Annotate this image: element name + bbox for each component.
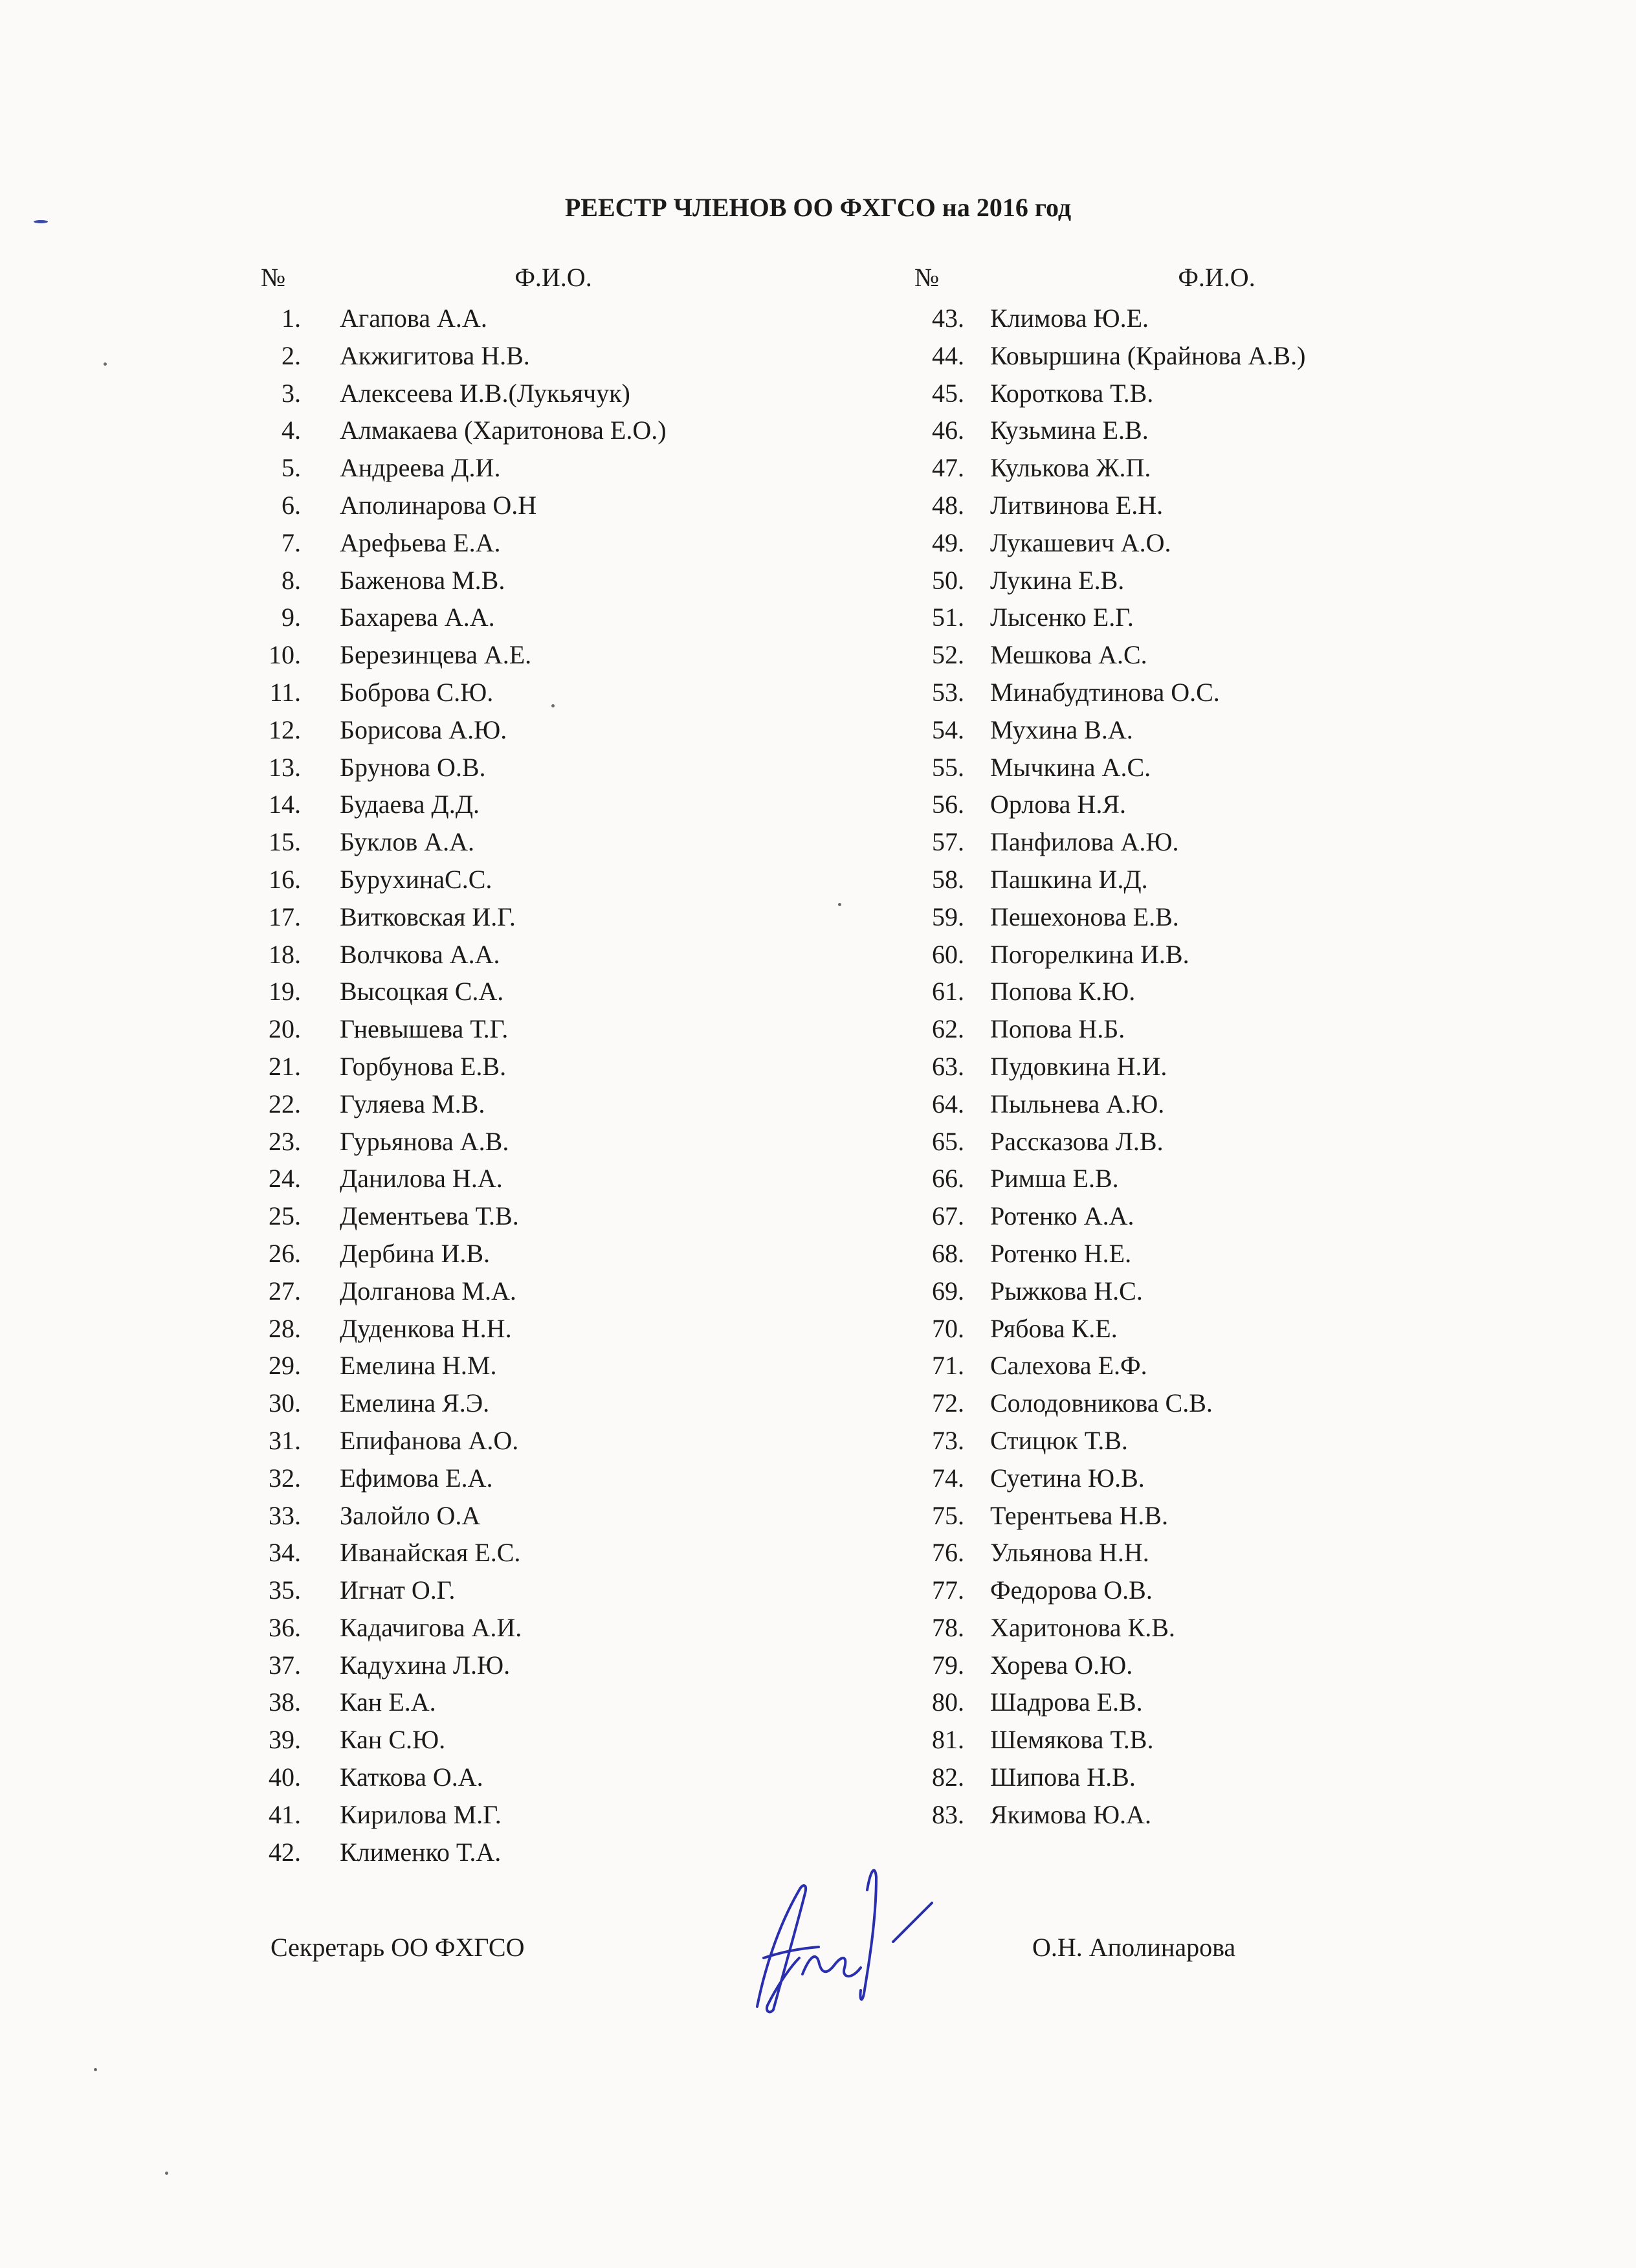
member-name: Стицюк Т.В. <box>990 1425 1128 1455</box>
member-name: Витковская И.Г. <box>340 902 516 931</box>
member-number: 74. <box>932 1463 964 1493</box>
member-name: Рыжкова Н.С. <box>990 1276 1143 1306</box>
column-header <box>256 262 773 300</box>
member-number: 5. <box>282 453 301 483</box>
member-number: 62. <box>932 1014 964 1044</box>
member-name: Лукина Е.В. <box>990 565 1125 595</box>
member-name: Борисова А.Ю. <box>340 715 507 744</box>
member-name: Терентьева Н.В. <box>990 1500 1168 1530</box>
member-number: 76. <box>932 1538 964 1568</box>
member-name: Якимова Ю.А. <box>990 1799 1151 1829</box>
list-item <box>256 1796 773 1834</box>
member-name: Каткова О.А. <box>340 1762 483 1792</box>
member-name: Шипова Н.В. <box>990 1762 1136 1792</box>
member-name: Березинцева А.Е. <box>340 640 532 670</box>
member-number: 52. <box>932 640 964 670</box>
column-header-name: Ф.И.О. <box>1178 263 1255 292</box>
member-name: Кузьмина Е.В. <box>990 416 1149 445</box>
list-item <box>256 1123 773 1161</box>
member-name: Будаева Д.Д. <box>340 790 480 819</box>
list-item <box>903 1010 1420 1048</box>
member-number: 16. <box>269 864 301 894</box>
member-name: Кирилова М.Г. <box>340 1799 502 1829</box>
member-name: Дербина И.В. <box>340 1238 491 1268</box>
secretary-name: О.Н. Аполинарова <box>1032 1933 1236 1962</box>
member-name: Гневышева Т.Г. <box>340 1014 509 1044</box>
member-name: Рябова К.Е. <box>990 1313 1118 1343</box>
list-item <box>903 749 1420 786</box>
member-name: Данилова Н.А. <box>340 1164 503 1194</box>
member-number: 77. <box>932 1575 964 1605</box>
list-item <box>903 1197 1420 1235</box>
member-name: Короткова Т.В. <box>990 378 1154 408</box>
list-item <box>903 337 1420 375</box>
member-number: 71. <box>932 1351 964 1381</box>
list-item <box>256 749 773 786</box>
member-number: 20. <box>269 1014 301 1044</box>
member-name: Долганова М.А. <box>340 1276 516 1306</box>
member-name: Попова Н.Б. <box>990 1014 1125 1044</box>
member-number: 13. <box>269 752 301 782</box>
member-name: Харитонова К.В. <box>990 1612 1175 1642</box>
member-number: 1. <box>282 304 301 333</box>
member-number: 81. <box>932 1725 964 1755</box>
list-item <box>256 1384 773 1422</box>
member-name: Хорева О.Ю. <box>990 1650 1133 1680</box>
member-number: 61. <box>932 977 964 1006</box>
member-name: Шемякова Т.В. <box>990 1725 1154 1755</box>
member-number: 17. <box>269 902 301 931</box>
list-item <box>903 1347 1420 1384</box>
column-header-number: № <box>261 263 286 292</box>
list-item <box>903 1273 1420 1310</box>
member-number: 2. <box>282 340 301 370</box>
list-item <box>903 412 1420 449</box>
list-item <box>256 375 773 412</box>
list-item <box>256 1759 773 1796</box>
member-number: 30. <box>269 1388 301 1418</box>
list-item <box>256 1235 773 1273</box>
list-item <box>256 1310 773 1348</box>
list-item <box>903 936 1420 973</box>
member-number: 80. <box>932 1687 964 1717</box>
member-number: 25. <box>269 1201 301 1231</box>
registry-column-right <box>903 262 1420 1834</box>
member-name: Панфилова А.Ю. <box>990 827 1179 857</box>
signature-image <box>738 1845 951 2026</box>
member-number: 7. <box>282 528 301 557</box>
list-item <box>256 674 773 711</box>
member-name: Иванайская Е.С. <box>340 1538 521 1568</box>
scan-mark <box>94 2068 97 2071</box>
list-item <box>903 1759 1420 1796</box>
list-item <box>256 487 773 524</box>
list-item <box>256 1460 773 1497</box>
list-item <box>903 375 1420 412</box>
member-name: Емелина Я.Э. <box>340 1388 490 1418</box>
list-item <box>903 1497 1420 1535</box>
list-item <box>903 1085 1420 1123</box>
list-item <box>256 1197 773 1235</box>
member-number: 48. <box>932 490 964 520</box>
member-name: Суетина Ю.В. <box>990 1463 1145 1493</box>
registry-list-left <box>256 300 773 1871</box>
member-name: Пашкина И.Д. <box>990 864 1148 894</box>
list-item <box>903 1048 1420 1085</box>
member-number: 78. <box>932 1612 964 1642</box>
member-name: Горбунова Е.В. <box>340 1051 507 1081</box>
member-number: 43. <box>932 304 964 333</box>
list-item <box>256 1273 773 1310</box>
list-item <box>903 674 1420 711</box>
member-name: Ульянова Н.Н. <box>990 1538 1149 1568</box>
scan-mark <box>165 2172 168 2175</box>
list-item <box>256 1609 773 1647</box>
member-name: Шадрова Е.В. <box>990 1687 1143 1717</box>
member-number: 21. <box>269 1051 301 1081</box>
member-name: Агапова А.А. <box>340 304 487 333</box>
member-number: 58. <box>932 864 964 894</box>
member-name: Пыльнева А.Ю. <box>990 1089 1165 1118</box>
registry-list-right <box>903 300 1420 1834</box>
member-number: 47. <box>932 453 964 483</box>
list-item <box>256 1422 773 1460</box>
member-number: 24. <box>269 1164 301 1194</box>
list-item <box>903 1460 1420 1497</box>
list-item <box>903 300 1420 337</box>
member-name: Мешкова А.С. <box>990 640 1147 670</box>
list-item <box>903 1796 1420 1834</box>
column-header-number: № <box>914 263 940 292</box>
member-number: 3. <box>282 378 301 408</box>
list-item <box>256 861 773 898</box>
member-name: Алексеева И.В.(Лукьячук) <box>340 378 630 408</box>
list-item <box>256 1497 773 1535</box>
member-number: 39. <box>269 1725 301 1755</box>
member-name: Салехова Е.Ф. <box>990 1351 1147 1381</box>
member-number: 54. <box>932 715 964 744</box>
member-number: 46. <box>932 416 964 445</box>
member-number: 42. <box>269 1837 301 1867</box>
member-number: 79. <box>932 1650 964 1680</box>
member-name: Лукашевич А.О. <box>990 528 1171 557</box>
list-item <box>256 1347 773 1384</box>
member-number: 82. <box>932 1762 964 1792</box>
member-name: Солодовникова С.В. <box>990 1388 1213 1418</box>
member-number: 32. <box>269 1463 301 1493</box>
list-item <box>256 412 773 449</box>
scan-mark <box>551 704 555 707</box>
list-item <box>256 1010 773 1048</box>
member-name: Климова Ю.Е. <box>990 304 1149 333</box>
member-name: Ротенко А.А. <box>990 1201 1134 1231</box>
member-number: 72. <box>932 1388 964 1418</box>
scan-mark <box>104 362 107 366</box>
member-name: Кадачигова А.И. <box>340 1612 522 1642</box>
member-number: 55. <box>932 752 964 782</box>
list-item <box>903 1384 1420 1422</box>
member-name: Кулькова Ж.П. <box>990 453 1151 483</box>
member-name: Бахарева А.А. <box>340 603 495 632</box>
member-number: 26. <box>269 1238 301 1268</box>
member-name: Баженова М.В. <box>340 565 505 595</box>
member-number: 51. <box>932 603 964 632</box>
list-item <box>256 337 773 375</box>
list-item <box>256 823 773 861</box>
member-number: 15. <box>269 827 301 857</box>
member-name: Андреева Д.И. <box>340 453 501 483</box>
list-item <box>903 823 1420 861</box>
list-item <box>256 1048 773 1085</box>
list-item <box>256 1721 773 1759</box>
member-name: Боброва С.Ю. <box>340 677 494 707</box>
list-item <box>256 449 773 487</box>
list-item <box>903 1684 1420 1721</box>
member-number: 68. <box>932 1238 964 1268</box>
list-item <box>903 1647 1420 1684</box>
member-name: Брунова О.В. <box>340 752 486 782</box>
member-name: Игнат О.Г. <box>340 1575 456 1605</box>
member-number: 14. <box>269 790 301 819</box>
member-name: Клименко Т.А. <box>340 1837 502 1867</box>
member-name: Пешехонова Е.В. <box>990 902 1179 931</box>
list-item <box>903 861 1420 898</box>
member-name: Акжигитова Н.В. <box>340 340 530 370</box>
member-number: 11. <box>269 677 301 707</box>
member-number: 44. <box>932 340 964 370</box>
member-name: Мухина В.А. <box>990 715 1133 744</box>
member-number: 10. <box>269 640 301 670</box>
member-number: 67. <box>932 1201 964 1231</box>
member-number: 60. <box>932 939 964 969</box>
list-item <box>256 1684 773 1721</box>
member-number: 50. <box>932 565 964 595</box>
registry-column-left <box>256 262 773 1871</box>
member-number: 18. <box>269 939 301 969</box>
member-name: Арефьева Е.А. <box>340 528 501 557</box>
member-number: 9. <box>282 603 301 632</box>
member-number: 28. <box>269 1313 301 1343</box>
list-item <box>903 711 1420 749</box>
list-item <box>256 1834 773 1871</box>
member-number: 35. <box>269 1575 301 1605</box>
member-number: 12. <box>269 715 301 744</box>
list-item <box>256 711 773 749</box>
member-name: Попова К.Ю. <box>990 977 1136 1006</box>
member-name: Алмакаева (Харитонова Е.О.) <box>340 416 667 445</box>
member-number: 65. <box>932 1126 964 1156</box>
list-item <box>256 300 773 337</box>
scan-mark <box>34 220 48 223</box>
member-number: 63. <box>932 1051 964 1081</box>
list-item <box>903 1534 1420 1572</box>
member-name: Буклов А.А. <box>340 827 475 857</box>
list-item <box>903 898 1420 936</box>
list-item <box>256 898 773 936</box>
list-item <box>256 1572 773 1609</box>
list-item <box>903 1160 1420 1197</box>
member-name: Емелина Н.М. <box>340 1351 497 1381</box>
member-name: Пудовкина Н.И. <box>990 1051 1167 1081</box>
member-number: 53. <box>932 677 964 707</box>
member-name: Ротенко Н.Е. <box>990 1238 1132 1268</box>
member-number: 59. <box>932 902 964 931</box>
member-name: Мычкина А.С. <box>990 752 1151 782</box>
member-number: 49. <box>932 528 964 557</box>
member-number: 33. <box>269 1500 301 1530</box>
list-item <box>903 599 1420 636</box>
list-item <box>903 1123 1420 1161</box>
list-item <box>256 636 773 674</box>
member-number: 22. <box>269 1089 301 1118</box>
member-number: 29. <box>269 1351 301 1381</box>
member-number: 37. <box>269 1650 301 1680</box>
member-number: 4. <box>282 416 301 445</box>
member-name: Высоцкая С.А. <box>340 977 504 1006</box>
list-item <box>903 786 1420 823</box>
member-number: 69. <box>932 1276 964 1306</box>
member-number: 38. <box>269 1687 301 1717</box>
member-name: Кан С.Ю. <box>340 1725 446 1755</box>
member-number: 41. <box>269 1799 301 1829</box>
member-number: 23. <box>269 1126 301 1156</box>
column-header-name: Ф.И.О. <box>514 263 592 292</box>
member-number: 40. <box>269 1762 301 1792</box>
member-number: 8. <box>282 565 301 595</box>
list-item <box>903 1721 1420 1759</box>
list-item <box>903 1235 1420 1273</box>
list-item <box>256 524 773 562</box>
list-item <box>903 636 1420 674</box>
member-name: Римша Е.В. <box>990 1164 1119 1194</box>
list-item <box>903 524 1420 562</box>
list-item <box>903 1310 1420 1348</box>
member-name: Дементьева Т.В. <box>340 1201 519 1231</box>
page-title: РЕЕСТР ЧЛЕНОВ ОО ФХГСО на 2016 год <box>564 193 1072 222</box>
member-name: Кадухина Л.Ю. <box>340 1650 511 1680</box>
member-name: Кан Е.А. <box>340 1687 436 1717</box>
list-item <box>903 487 1420 524</box>
member-name: Лысенко Е.Г. <box>990 603 1134 632</box>
member-name: Волчкова А.А. <box>340 939 500 969</box>
member-name: Ефимова Е.А. <box>340 1463 493 1493</box>
member-number: 31. <box>269 1425 301 1455</box>
member-number: 45. <box>932 378 964 408</box>
list-item <box>903 1609 1420 1647</box>
member-name: Ковыршина (Крайнова А.В.) <box>990 340 1306 370</box>
member-number: 73. <box>932 1425 964 1455</box>
secretary-title: Секретарь ОО ФХГСО <box>271 1933 525 1962</box>
list-item <box>903 1572 1420 1609</box>
column-header <box>903 262 1420 300</box>
member-number: 27. <box>269 1276 301 1306</box>
member-name: Орлова Н.Я. <box>990 790 1126 819</box>
member-name: Аполинарова О.Н <box>340 490 537 520</box>
list-item <box>256 1085 773 1123</box>
member-number: 36. <box>269 1612 301 1642</box>
member-name: Дуденкова Н.Н. <box>340 1313 512 1343</box>
list-item <box>903 449 1420 487</box>
list-item <box>256 936 773 973</box>
member-number: 19. <box>269 977 301 1006</box>
member-number: 6. <box>282 490 301 520</box>
list-item <box>903 973 1420 1010</box>
list-item <box>903 1422 1420 1460</box>
member-name: Рассказова Л.В. <box>990 1126 1164 1156</box>
member-number: 83. <box>932 1799 964 1829</box>
list-item <box>256 599 773 636</box>
member-number: 75. <box>932 1500 964 1530</box>
scan-mark <box>838 903 841 906</box>
member-number: 56. <box>932 790 964 819</box>
member-name: Гурьянова А.В. <box>340 1126 509 1156</box>
member-number: 70. <box>932 1313 964 1343</box>
list-item <box>256 1534 773 1572</box>
member-number: 66. <box>932 1164 964 1194</box>
member-name: Епифанова А.О. <box>340 1425 519 1455</box>
member-number: 57. <box>932 827 964 857</box>
list-item <box>256 786 773 823</box>
member-name: Минабудтинова О.С. <box>990 677 1220 707</box>
list-item <box>256 1160 773 1197</box>
list-item <box>256 1647 773 1684</box>
member-name: БурухинаС.С. <box>340 864 492 894</box>
member-name: Федорова О.В. <box>990 1575 1153 1605</box>
member-name: Залойло О.А <box>340 1500 481 1530</box>
member-name: Литвинова Е.Н. <box>990 490 1164 520</box>
list-item <box>256 562 773 599</box>
member-number: 34. <box>269 1538 301 1568</box>
list-item <box>903 562 1420 599</box>
member-name: Гуляева М.В. <box>340 1089 485 1118</box>
member-number: 64. <box>932 1089 964 1118</box>
member-name: Погорелкина И.В. <box>990 939 1189 969</box>
list-item <box>256 973 773 1010</box>
